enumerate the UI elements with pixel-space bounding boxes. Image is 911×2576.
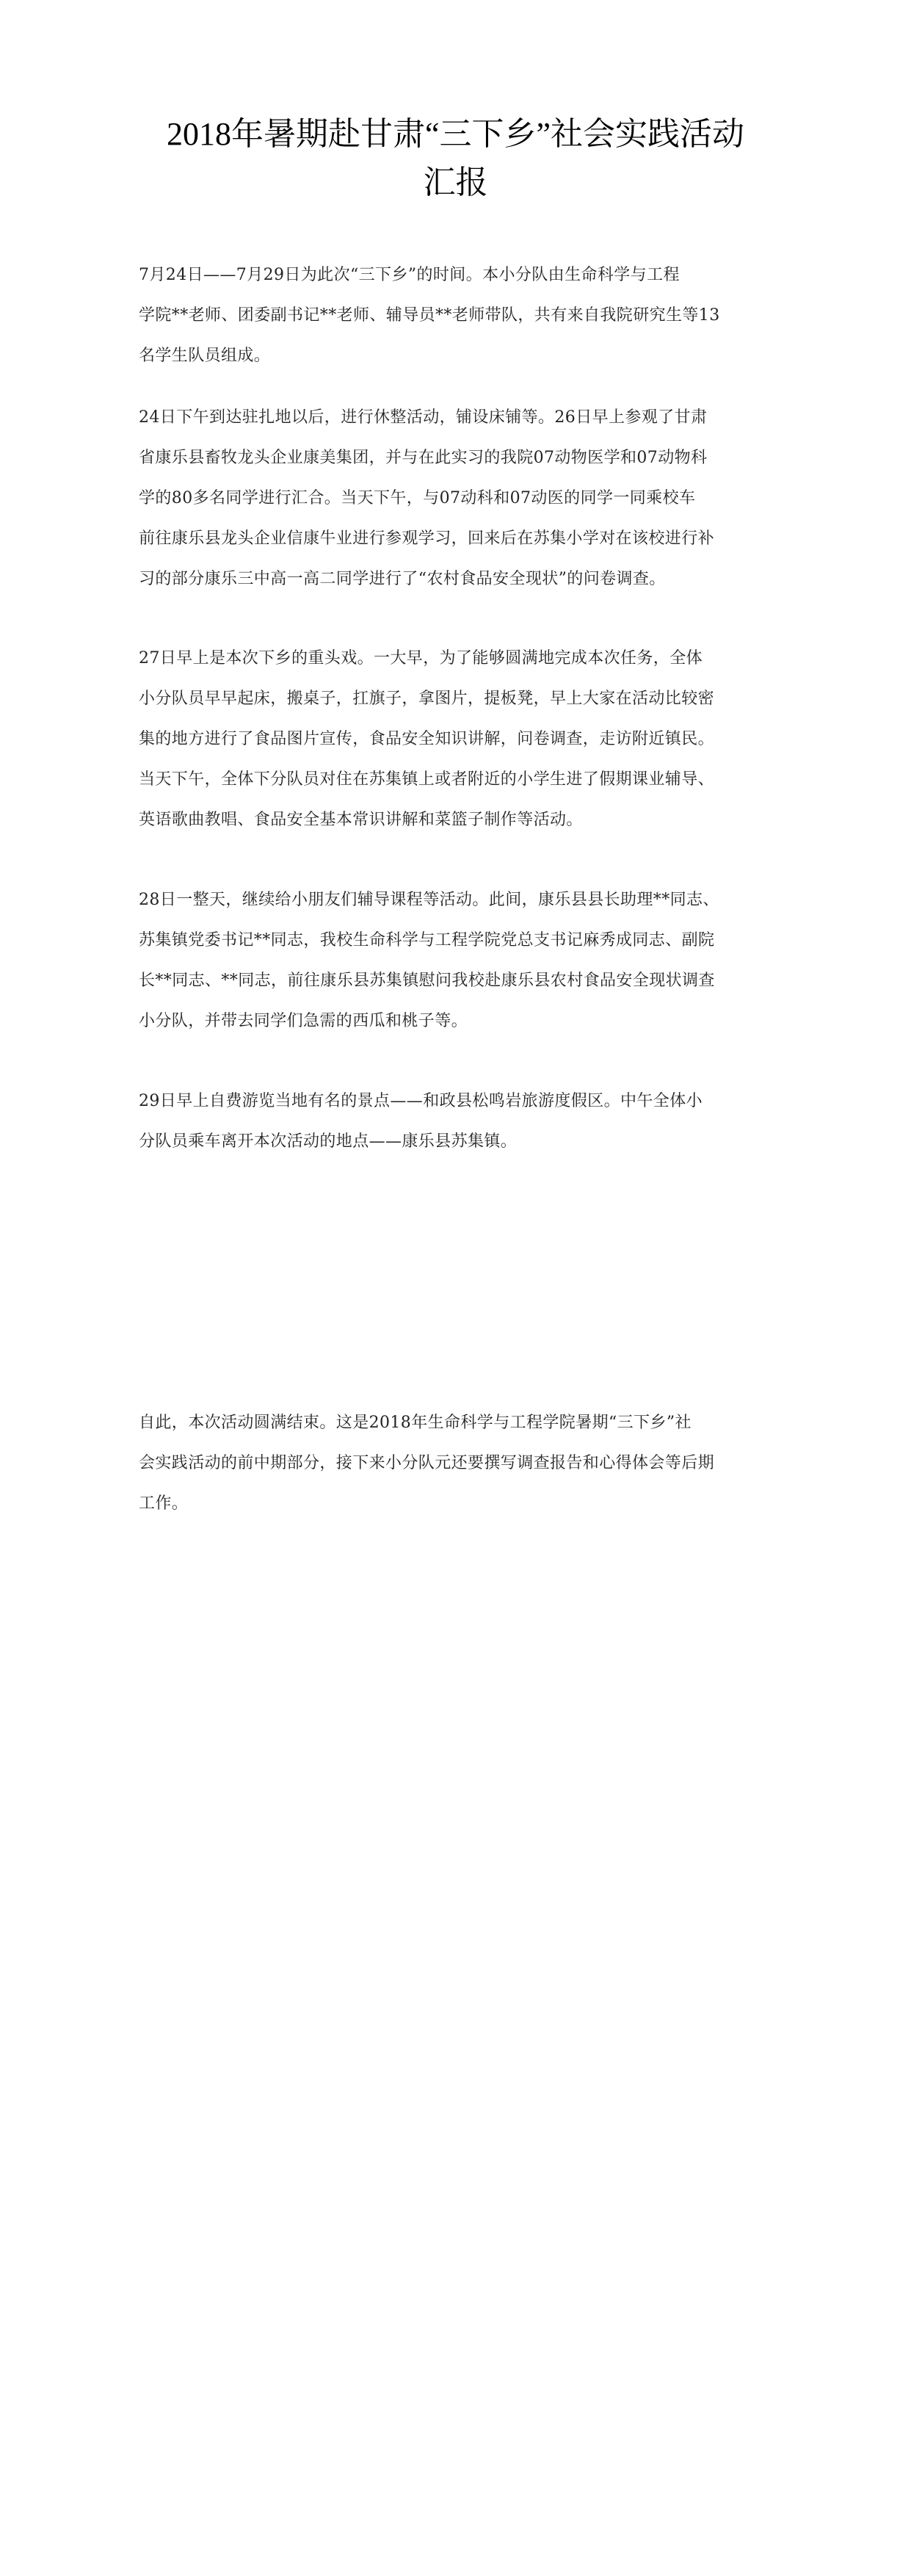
- paragraph-conclusion: [139, 1403, 785, 1524]
- paragraph-day-29: [139, 1081, 785, 1162]
- text-line: 7月24日——7月29日为此次“三下乡”的时间。本小分队由生命科学与工程: [139, 266, 680, 284]
- text-line: 当天下午，全体下分队员对住在苏集镇上或者附近的小学生进了假期课业辅导、: [139, 770, 715, 789]
- paragraph-schedule: [139, 255, 785, 376]
- paragraph-day-28: [139, 880, 785, 1041]
- text-line: 苏集镇党委书记**同志，我校生命科学与工程学院党总支书记麻秀成同志、副院: [139, 931, 715, 949]
- text-line: 省康乐县畜牧龙头企业康美集团，并与在此实习的我院07动物医学和07动物科: [139, 449, 708, 467]
- text-line: 27日早上是本次下乡的重头戏。一大早，为了能够圆满地完成本次任务，全体: [139, 649, 703, 667]
- text-line: 学院**老师、团委副书记**老师、辅导员**老师带队，共有来自我院研究生等13: [139, 306, 720, 325]
- text-line: 前往康乐县龙头企业信康牛业进行参观学习，回来后在苏集小学对在该校进行补: [139, 529, 715, 548]
- text-line: 集的地方进行了食品图片宣传，食品安全知识讲解，问卷调查，走访附近镇民。: [139, 730, 715, 748]
- text-line: 小分队员早早起床，搬桌子，扛旗子，拿图片，提板凳，早上大家在活动比较密: [139, 690, 715, 708]
- text-line: 24日下午到达驻扎地以后，进行休整活动，铺设床铺等。26日早上参观了甘肃: [139, 408, 708, 427]
- text-line: 29日早上自费游览当地有名的景点——和政县松鸣岩旅游度假区。中午全体小: [139, 1092, 703, 1110]
- paragraph-day-27: [139, 638, 785, 840]
- text-line: 英语歌曲教唱、食品安全基本常识讲解和菜篮子制作等活动。: [139, 811, 583, 829]
- paragraph-day-24-26: [139, 397, 785, 599]
- text-line: 学的80多名同学进行汇合。当天下午，与07动科和07动医的同学一同乘校车: [139, 489, 696, 507]
- text-line: 名学生队员组成。: [139, 347, 271, 365]
- text-line: 会实践活动的前中期部分，接下来小分队元还要撰写调查报告和心得体会等后期: [139, 1454, 715, 1472]
- text-line: 小分队，并带去同学们急需的西瓜和桃子等。: [139, 1012, 468, 1030]
- text-line: 长**同志、**同志，前往康乐县苏集镇慰问我校赴康乐县农村食品安全现状调查: [139, 972, 715, 990]
- text-line: 自此，本次活动圆满结束。这是2018年生命科学与工程学院暑期“三下乡”社: [139, 1414, 692, 1432]
- document-title-line-1: 2018年暑期赴甘肃“三下乡”社会实践活动: [166, 116, 745, 152]
- text-line: 28日一整天，继续给小朋友们辅导课程等活动。此间，康乐县县长助理**同志、: [139, 891, 719, 909]
- text-line: 工作。: [139, 1494, 189, 1513]
- text-line: 习的部分康乐三中高一高二同学进行了“农村食品安全现状”的问卷调查。: [139, 570, 666, 588]
- document-title-line-2: 汇报: [423, 164, 488, 200]
- text-line: 分队员乘车离开本次活动的地点——康乐县苏集镇。: [139, 1132, 518, 1151]
